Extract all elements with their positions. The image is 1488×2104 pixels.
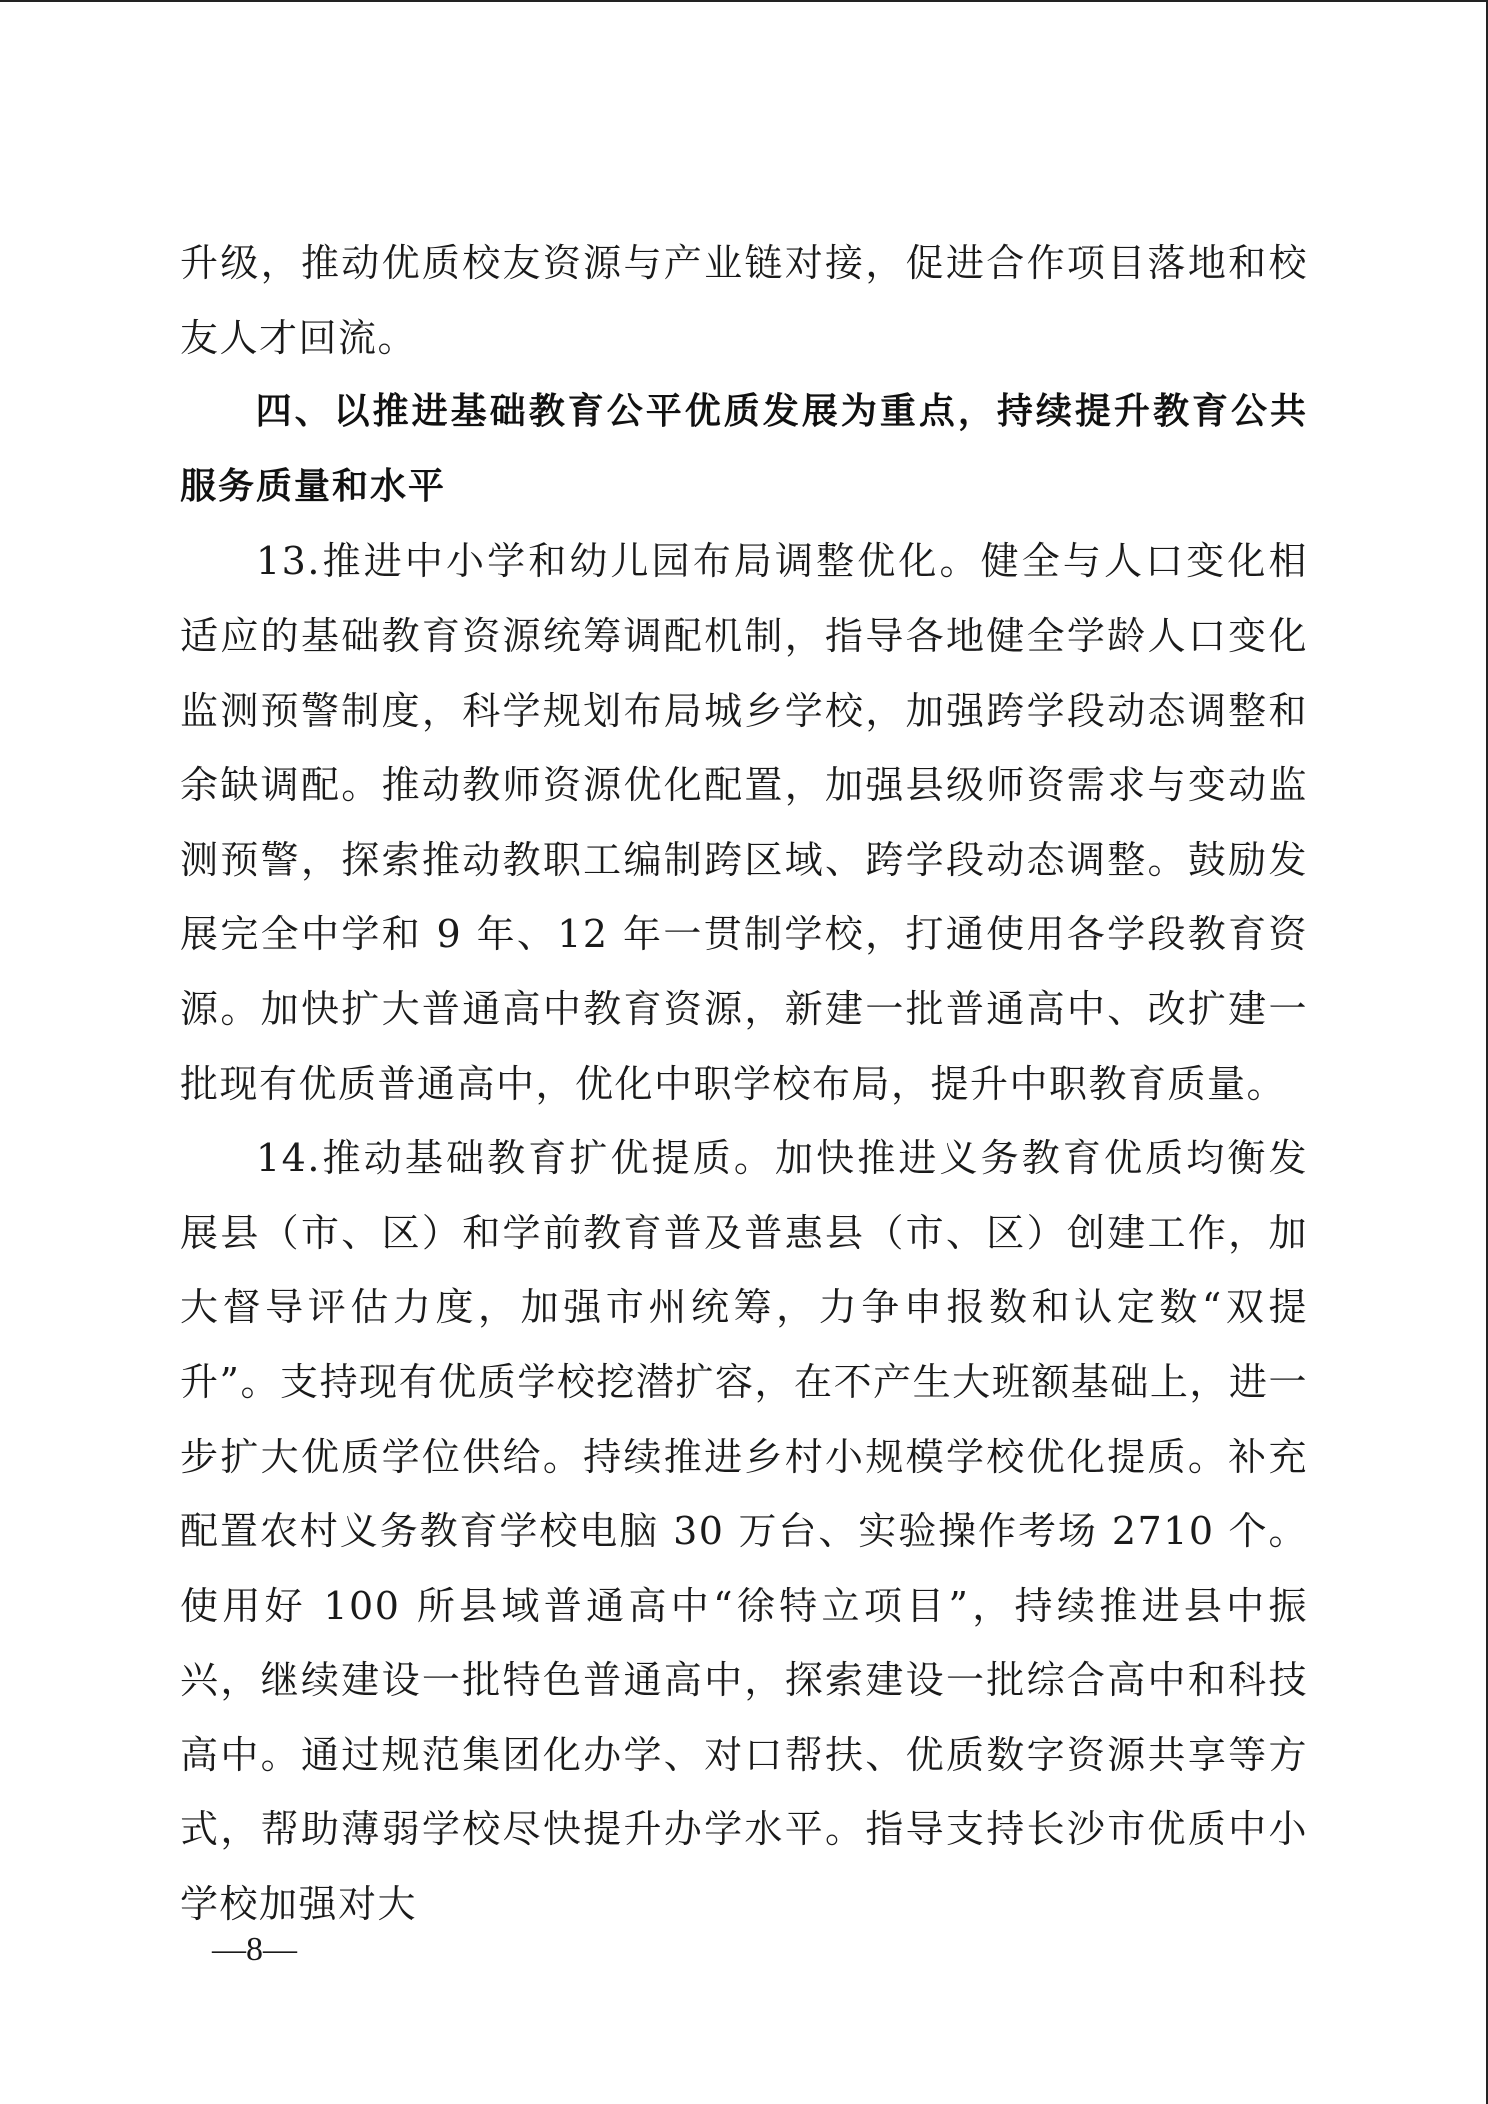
document-body bbox=[180, 226, 1308, 1942]
section-heading-four: 四、以推进基础教育公平优质发展为重点，持续提升教育公共服务质量和水平 bbox=[180, 391, 1308, 507]
page-number: —8— bbox=[212, 1931, 297, 1968]
paragraph-item-13: 13.推进中小学和幼儿园布局调整优化。健全与人口变化相适应的基础教育资源统筹调配机制，指导各地健全学龄人口变化监测预警制度，科学规划布局城乡学校，加强跨学段动态调整和余缺调配。推动教师资源优化配置，加强县级师资需求与变动监测预警，探索推动教职工编制跨区域、跨学段动态调整。鼓励发展完全中学和 9 年、12 年一贯制学校，打通使用各学段教育资源。加快扩大普通高中教育资源，新建一批普通高中、改扩建一批现有优质普通高中，优化中职学校布局，提升中职教育质量。 bbox=[180, 539, 1308, 1106]
paragraph-continuation: 升级，推动优质校友资源与产业链对接，促进合作项目落地和校友人才回流。 bbox=[180, 241, 1308, 360]
paragraph-item-14: 14.推动基础教育扩优提质。加快推进义务教育优质均衡发展县（市、区）和学前教育普及普惠县（市、区）创建工作，加大督导评估力度，加强市州统筹，力争申报数和认定数“双提升”。支持现有优质学校挖潜扩容，在不产生大班额基础上，进一步扩大优质学位供给。持续推进乡村小规模学校优化提质。补充配置农村义务教育学校电脑 30 万台、实验操作考场 2710 个。使用好 100 所县域普通高中“徐特立项目”，持续推进县中振兴，继续建设一批特色普通高中，探索建设一批综合高中和科技高中。通过规范集团化办学、对口帮扶、优质数字资源共享等方式，帮助薄弱学校尽快提升办学水平。指导支持长沙市优质中小学校加强对大 bbox=[180, 1136, 1308, 1927]
